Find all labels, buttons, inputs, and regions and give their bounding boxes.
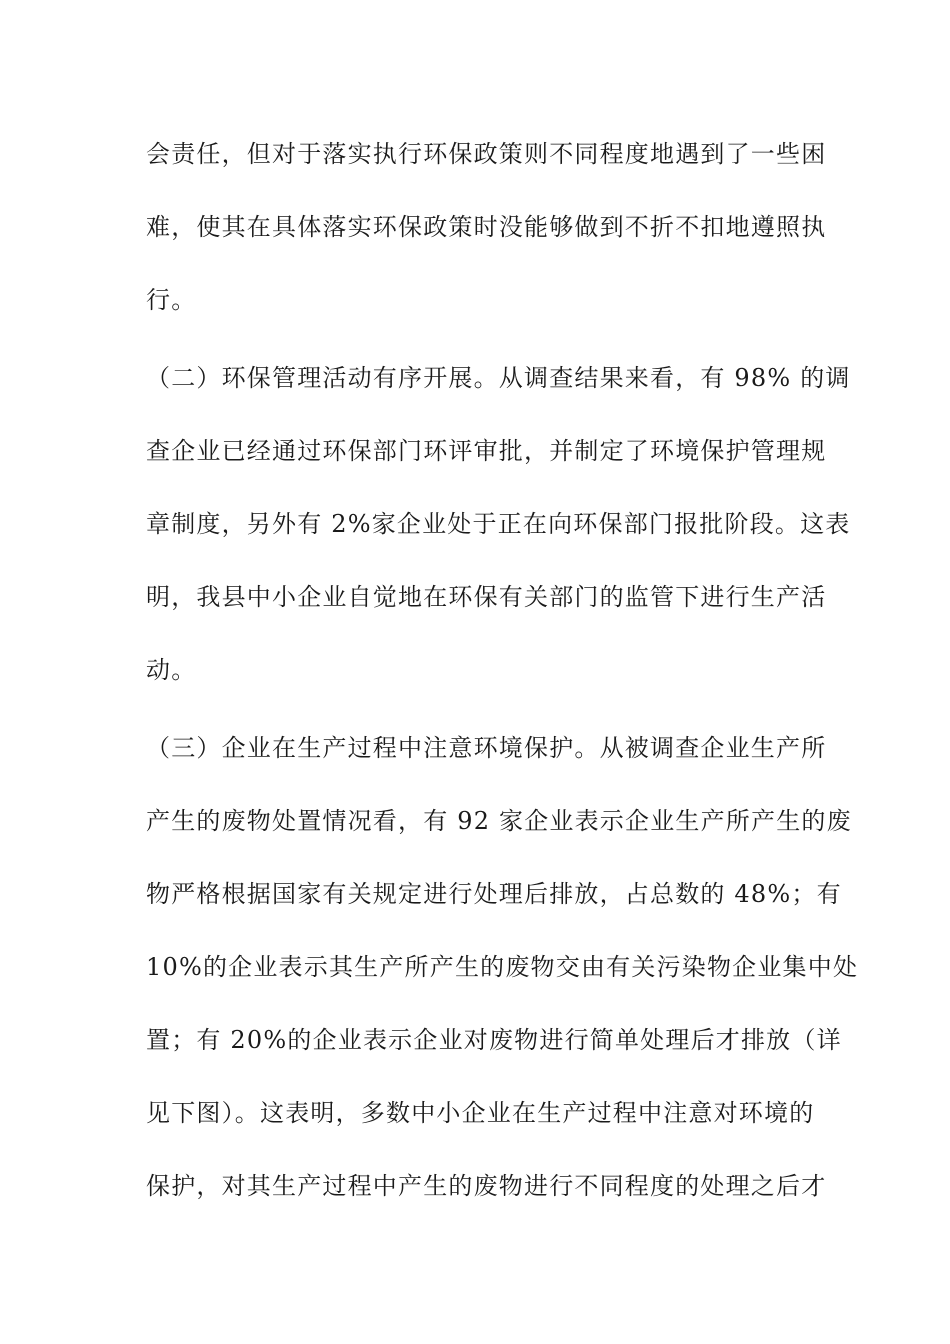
text-line: 置；有 20%的企业表示企业对废物进行简单处理后才排放（详 — [146, 1026, 842, 1054]
text-line: 查企业已经通过环保部门环评审批，并制定了环境保护管理规 — [146, 437, 827, 465]
text-line: 会责任，但对于落实执行环保政策则不同程度地遇到了一些困 — [146, 140, 827, 168]
section-heading-line: （二）环保管理活动有序开展。从调查结果来看，有 98% 的调 — [146, 364, 851, 392]
text-line: 10%的企业表示其生产所产生的废物交由有关污染物企业集中处 — [146, 953, 859, 981]
text-line: 物严格根据国家有关规定进行处理后排放，占总数的 48%；有 — [146, 880, 842, 908]
section-heading-line: （三）企业在生产过程中注意环境保护。从被调查企业生产所 — [146, 734, 827, 762]
text-line: 明，我县中小企业自觉地在环保有关部门的监管下进行生产活 — [146, 583, 827, 611]
text-line: 保护，对其生产过程中产生的废物进行不同程度的处理之后才 — [146, 1172, 827, 1200]
text-line: 动。 — [146, 656, 197, 684]
text-line: 见下图）。这表明，多数中小企业在生产过程中注意对环境的 — [146, 1099, 815, 1127]
text-line: 难，使其在具体落实环保政策时没能够做到不折不扣地遵照执 — [146, 213, 827, 241]
text-line: 产生的废物处置情况看，有 92 家企业表示企业生产所产生的废 — [146, 807, 852, 835]
text-line: 行。 — [146, 286, 197, 314]
text-line: 章制度，另外有 2%家企业处于正在向环保部门报批阶段。这表 — [146, 510, 851, 538]
